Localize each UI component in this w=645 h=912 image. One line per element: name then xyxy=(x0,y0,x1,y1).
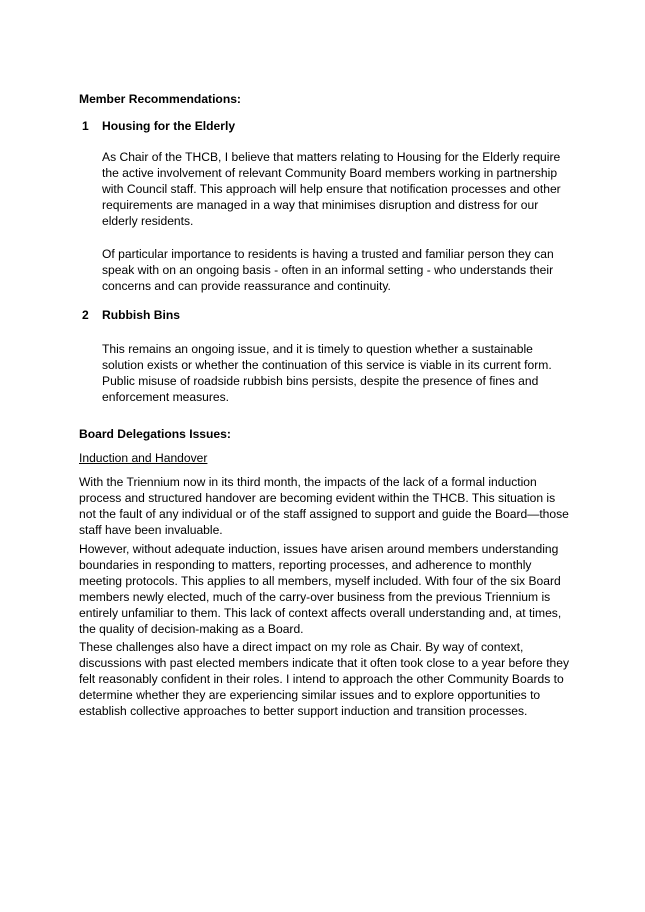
text-line: Of particular importance to residents is having a trusted and familiar person they can xyxy=(102,247,554,261)
induction-paragraph-3 xyxy=(79,639,569,719)
text-line: speak with on an ongoing basis - often in an informal setting - who understands their xyxy=(102,263,554,278)
item-title-housing-for-the-elderly: Housing for the Elderly xyxy=(102,119,236,133)
text-line: elderly residents. xyxy=(102,214,194,229)
item-title-rubbish-bins: Rubbish Bins xyxy=(102,308,180,322)
text-line: the active involvement of relevant Community Board members working in partnership xyxy=(102,166,558,181)
text-line: This remains an ongoing issue, and it is timely to question whether a sustainable xyxy=(102,342,533,356)
text-line: However, without adequate induction, issues have arisen around members understanding xyxy=(79,542,559,556)
text-line: Public misuse of roadside rubbish bins persists, despite the presence of fines and xyxy=(102,374,539,389)
housing-paragraph-2 xyxy=(102,246,554,294)
text-line: boundaries in responding to matters, reporting processes, and adherence to monthly xyxy=(79,558,532,573)
induction-paragraph-1 xyxy=(79,474,569,538)
text-line: felt reasonably confident in their roles. I intend to approach the other Community Boards to xyxy=(79,672,564,687)
text-line: staff have been invaluable. xyxy=(79,523,223,538)
text-line: discussions with past elected members indicate that it often took close to a year before they xyxy=(79,656,570,671)
section-heading-board-delegations: Board Delegations Issues: xyxy=(79,427,231,441)
text-line: entirely unfamiliar to them. This lack of context affects overall understanding and, at times, xyxy=(79,606,562,621)
rubbish-bins-paragraph xyxy=(102,341,552,405)
text-line: As Chair of the THCB, I believe that matters relating to Housing for the Elderly require xyxy=(102,150,561,164)
text-line: the quality of decision-making as a Board. xyxy=(79,622,304,637)
text-line: These challenges also have a direct impact on my role as Chair. By way of context, xyxy=(79,640,524,654)
text-line: not the fault of any individual or of the staff assigned to support and guide the Board—those xyxy=(79,507,569,522)
section-heading-member-recommendations: Member Recommendations: xyxy=(79,92,241,106)
subheading-induction-and-handover: Induction and Handover xyxy=(79,451,208,465)
text-line: enforcement measures. xyxy=(102,390,230,405)
text-line: with Council staff. This approach will help ensure that notification processes and other xyxy=(102,182,561,197)
induction-paragraph-2 xyxy=(79,541,561,638)
text-line: establish collective approaches to better support induction and transition processes. xyxy=(79,704,528,719)
item-number-1: 1 xyxy=(82,119,89,133)
item-number-2: 2 xyxy=(82,308,89,322)
text-line: members newly elected, much of the carry-over business from the previous Triennium is xyxy=(79,590,551,605)
text-line: concerns and can provide reassurance and continuity. xyxy=(102,279,391,294)
text-line: With the Triennium now in its third month, the impacts of the lack of a formal induction xyxy=(79,475,537,489)
text-line: solution exists or whether the continuation of this service is viable in its current form. xyxy=(102,358,552,373)
text-line: determine whether they are experiencing similar issues and to explore opportunities to xyxy=(79,688,541,703)
text-line: meeting protocols. This applies to all members, myself included. With four of the six Board xyxy=(79,574,561,589)
housing-paragraph-1 xyxy=(102,149,561,229)
text-line: process and structured handover are becoming evident within the THCB. This situation is xyxy=(79,491,556,506)
text-line: requirements are managed in a way that minimises disruption and distress for our xyxy=(102,198,539,213)
